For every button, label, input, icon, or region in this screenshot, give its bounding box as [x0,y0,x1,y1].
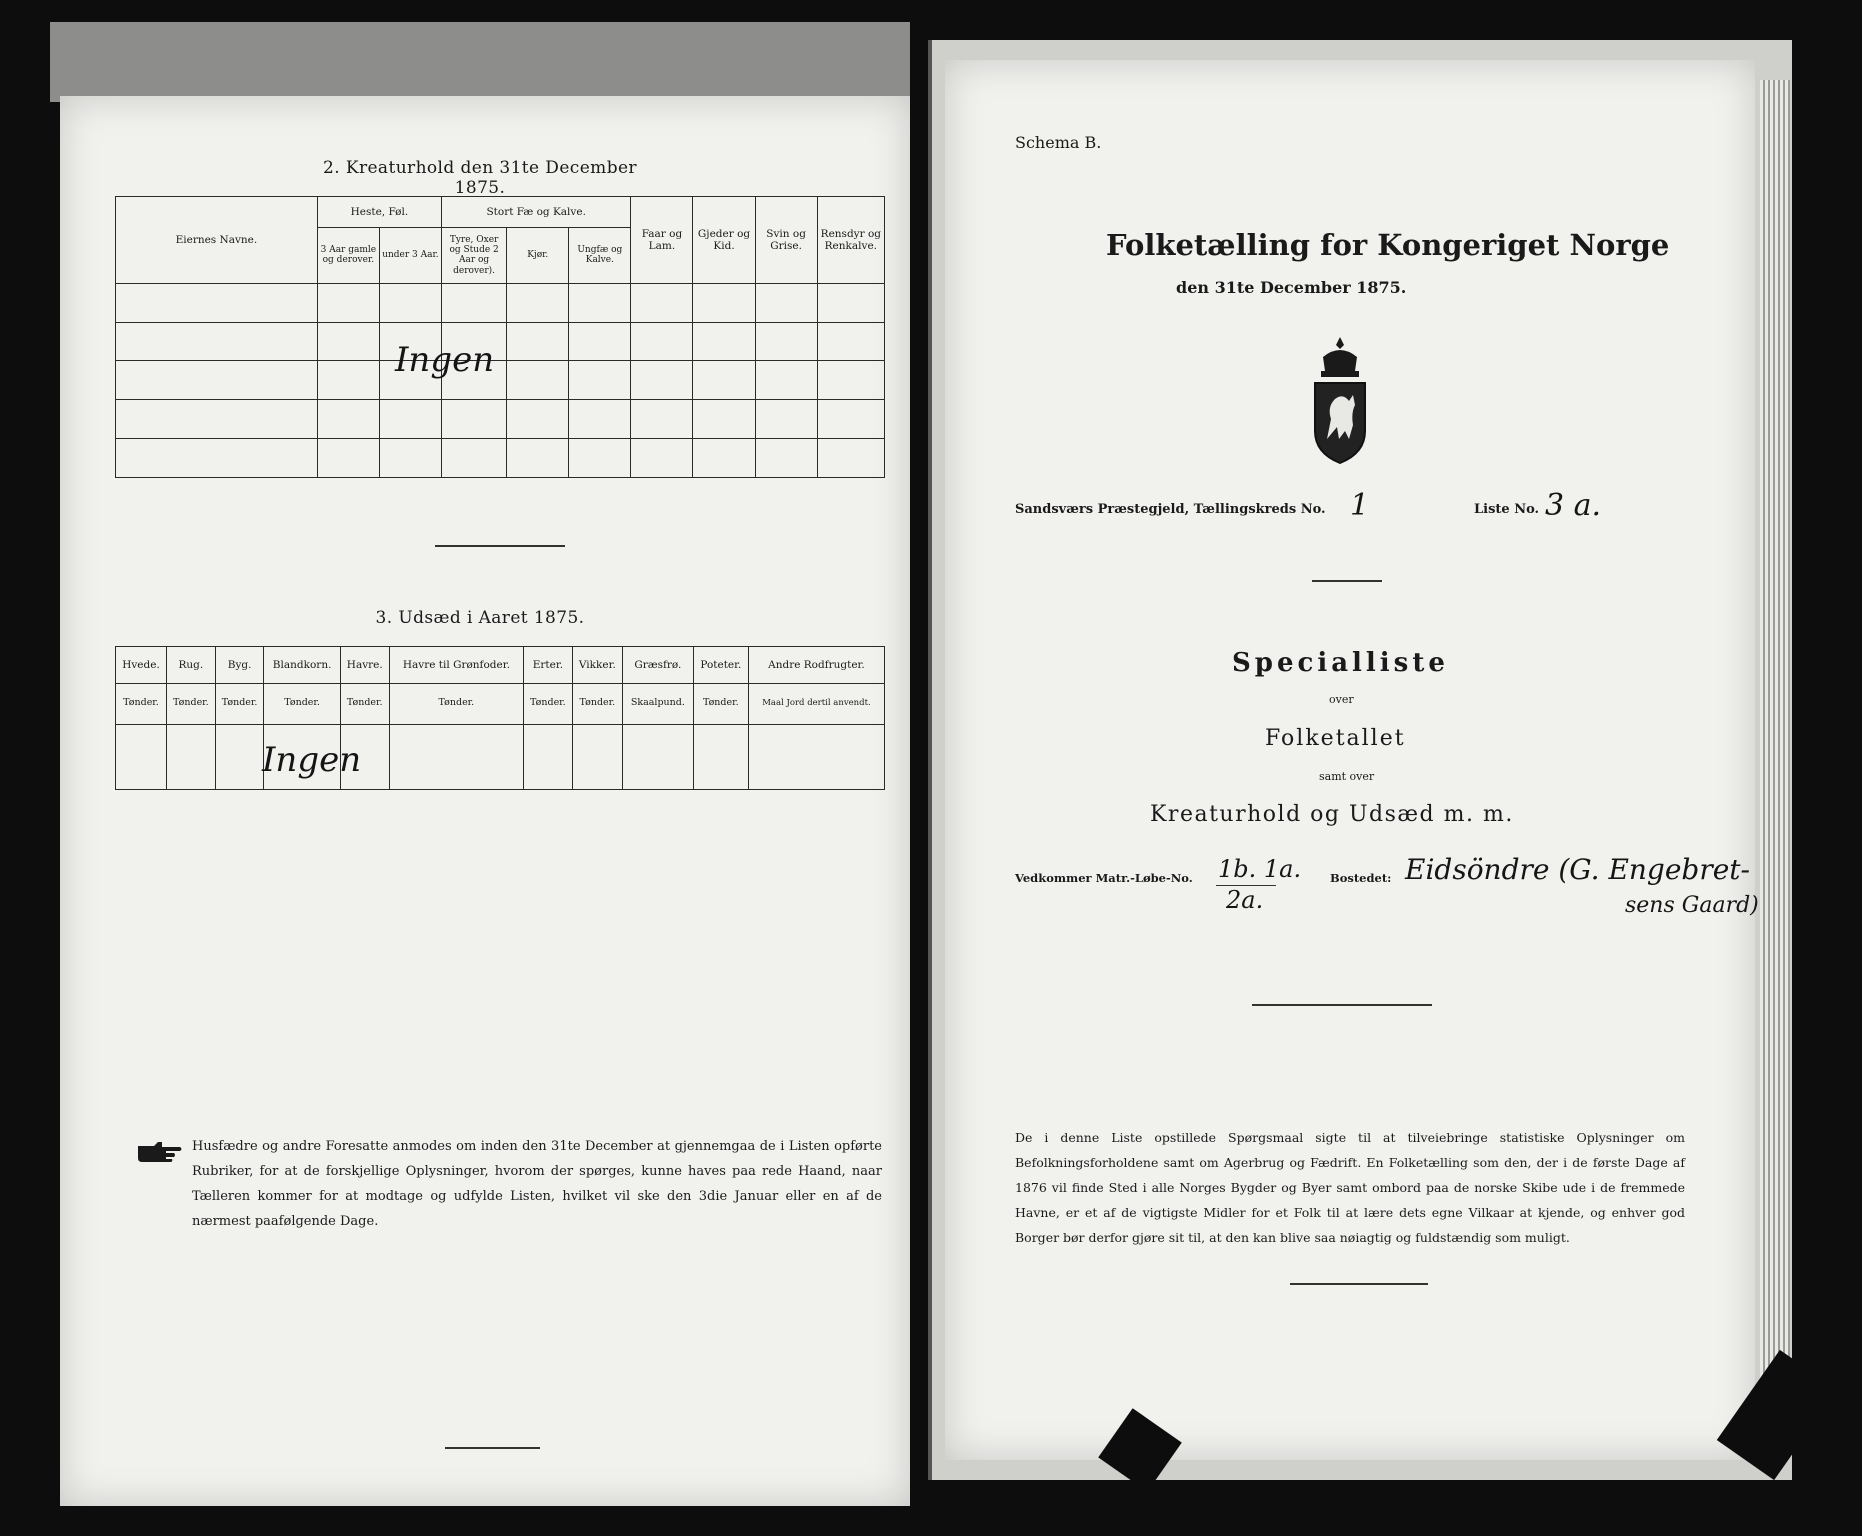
goats-header: Gjeder og Kid. [693,197,755,284]
section2-title: 2. Kreaturhold den 31te December 1875. [323,158,637,198]
kreaturhold-label: Kreaturhold og Udsæd m. m. [1150,802,1514,827]
seed-col-peas: Erter. [524,647,573,684]
bosted-label: Bostedet: [1330,871,1392,885]
horses-sub-3yr: 3 Aar gamle og derover. [317,227,379,283]
cattle-sub-young: Ungfæ og Kalve. [569,227,631,283]
matr-label: Vedkommer Matr.-Løbe-No. [1015,871,1193,885]
seed-col-barley: Byg. [215,647,264,684]
bosted-line2: sens Gaard) [1625,893,1759,918]
handwritten-ingen-seed: Ingen [262,740,362,780]
seed-unit: Maal Jord dertil anvendt. [748,683,884,724]
seed-unit: Tønder. [389,683,523,724]
divider [1290,1283,1428,1285]
handwritten-ingen-livestock: Ingen [395,340,495,380]
horses-header: Heste, Føl. [317,197,441,228]
page-edge-strip [50,22,910,102]
sheep-header: Faar og Lam. [631,197,693,284]
norway-lion-crest-icon [1309,335,1371,465]
seed-col-wheat: Hvede. [116,647,167,684]
seed-unit: Tønder. [264,683,340,724]
seed-col-grass: Græsfrø. [622,647,693,684]
list-label: Liste No. [1474,502,1540,517]
seed-unit: Tønder. [572,683,622,724]
seed-unit: Tønder. [524,683,573,724]
schema-label: Schema B. [1015,133,1102,152]
divider [1312,580,1382,582]
instruction-note: Husfædre og andre Foresatte anmodes om inden den 31te December at gjennemgaa de i Listen opførte Rubriker, for at de forskjellige Oplysninger, hvorom der spørges, kunne haves paa rede Haand, naar Tælleren kommer for at modtage og udfylde Listen, hvilket vil ske den 3die Januar eller en af de nærmest paafølgende Dage. [192,1139,882,1229]
seed-unit: Tønder. [340,683,389,724]
specialliste-title: Specialliste [1232,648,1449,678]
seed-col-roots: Andre Rodfrugter. [748,647,884,684]
seed-col-vetch: Vikker. [572,647,622,684]
matr-number-top: 1b. 1a. [1218,855,1302,883]
pointing-hand-icon [136,1140,184,1164]
cattle-sub-bulls: Tyre, Oxer og Stude 2 Aar og derover). [442,227,507,283]
livestock-table [115,196,885,478]
list-number: 3 a. [1545,488,1602,523]
divider [1252,1004,1432,1006]
census-purpose-paragraph: De i denne Liste opstillede Spørgsmaal sigte til at tilveiebringe statistiske Oplysninger om Befolkningsforholdene samt om Agerbrug og Fædrift. En Folketælling som den, der i de første Dage af 1876 vil finde Sted i alle Norges Bygder og Byer samt ombord paa de norske Skibe ude i de fremmede Havne, er et af de vigtigste Midler for et Folk til at lære dets egne Vilkaar at kjende, og enhver god Borger bør derfor gjøre sit til, at den kan blive saa nøiagtig og fuldstændig som muligt. [1015,1130,1685,1245]
seed-table [115,646,885,790]
seed-unit: Tønder. [167,683,216,724]
parish-label: Sandsværs Præstegjeld, Tællingskreds No. [1015,502,1326,517]
seed-col-oats: Havre. [340,647,389,684]
samt-over-label: samt over [1319,770,1375,783]
right-page [945,60,1755,1460]
section3-title: 3. Udsæd i Aaret 1875. [375,608,585,628]
seed-unit: Tønder. [116,683,167,724]
divider [435,545,565,547]
cattle-header: Stort Fæ og Kalve. [442,197,631,228]
reindeer-header: Rensdyr og Renkalve. [817,197,884,284]
seed-col-potatoes: Poteter. [693,647,748,684]
seed-unit: Tønder. [215,683,264,724]
seed-col-rye: Rug. [167,647,216,684]
census-title: Folketælling for Kongeriget Norge [1106,228,1670,262]
seed-unit: Skaalpund. [622,683,693,724]
seed-unit: Tønder. [693,683,748,724]
divider [445,1447,540,1449]
seed-col-green-oats: Havre til Grønfoder. [389,647,523,684]
horses-sub-under3: under 3 Aar. [379,227,441,283]
folketallet-label: Folketallet [1265,726,1406,751]
district-number: 1 [1350,488,1370,523]
census-date: den 31te December 1875. [1176,278,1407,297]
over-label: over [1329,693,1354,706]
matr-number-bottom: 2a. [1226,886,1264,914]
page-fold-edge [1760,80,1790,1440]
pigs-header: Svin og Grise. [755,197,817,284]
bosted-line1: Eidsöndre (G. Engebret- [1405,853,1751,886]
owner-header: Eiernes Navne. [116,197,318,284]
seed-col-mixed: Blandkorn. [264,647,340,684]
cattle-sub-cows: Kjør. [507,227,569,283]
